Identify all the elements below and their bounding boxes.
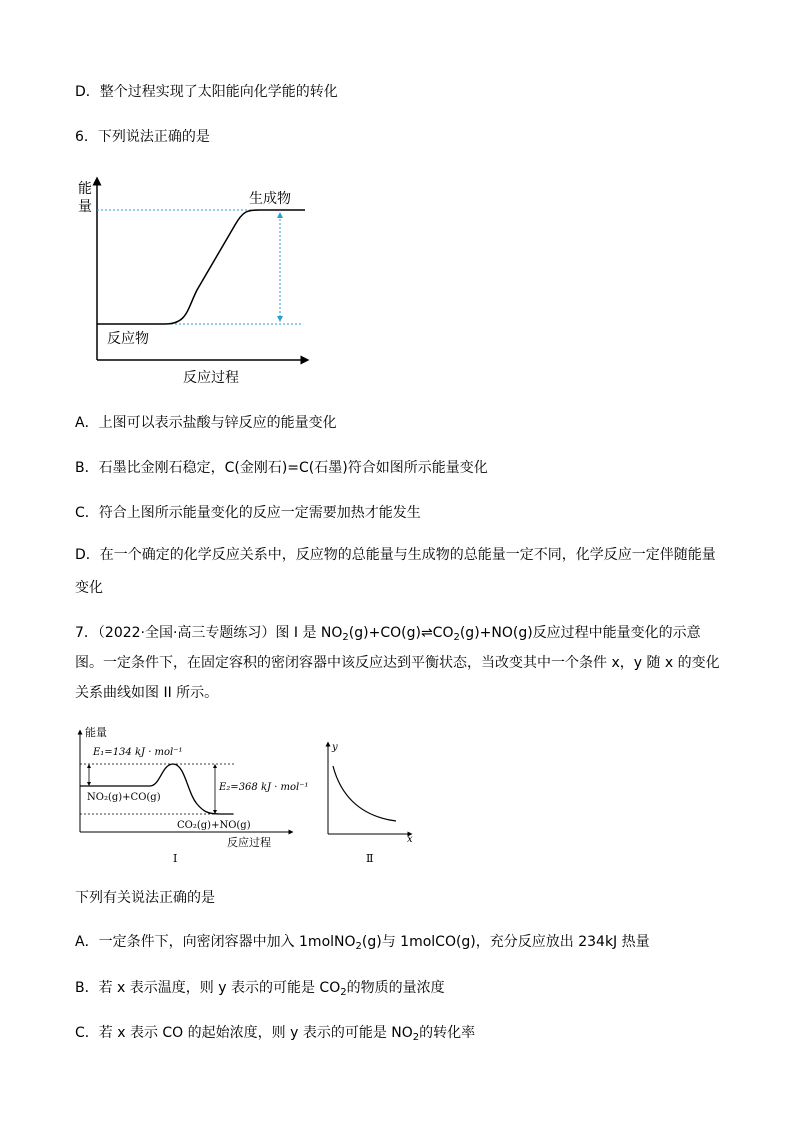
q6-option-b: B．石墨比金刚石稳定，C(金刚石)=C(石墨)符合如图所示能量变化 bbox=[75, 460, 488, 476]
q7-option-b bbox=[75, 978, 445, 998]
q7-stem-sub-2: 2 bbox=[453, 632, 460, 643]
q7-option-b-part2: 的物质的量浓度 bbox=[346, 980, 445, 996]
q7-stem bbox=[75, 618, 725, 708]
q7-fig2-decreasing-curve bbox=[333, 766, 396, 821]
q7-option-a-sub: 2 bbox=[355, 941, 362, 952]
q7-option-b-part1: B．若 x 表示温度，则 y 表示的可能是 CO bbox=[75, 980, 341, 996]
q6-option-d-line2: 变化 bbox=[75, 580, 103, 596]
q5-option-d: D．整个过程实现了太阳能向化学能的转化 bbox=[75, 84, 338, 100]
q7-sub-stem: 下列有关说法正确的是 bbox=[75, 890, 215, 906]
q7-option-a-part2: (g)与 1molCO(g)，充分反应放出 234kJ 热量 bbox=[361, 934, 650, 950]
q6-y-label-2: 量 bbox=[78, 199, 92, 215]
q6-x-label: 反应过程 bbox=[183, 370, 239, 386]
q7-option-c-part2: 的转化率 bbox=[419, 1025, 476, 1041]
q7-stem-mid2: (g)+NO(g)反应过程中能量变化的示意图。一定条件下，在固定容积的密闭容器中该反应达到平衡状态，当改变其中一个条件 x，y 随 x 的变化关系曲线如图 II 所示。 bbox=[75, 625, 720, 701]
q7-option-c-sub: 2 bbox=[412, 1032, 420, 1043]
q6-products-label: 生成物 bbox=[249, 191, 291, 207]
q7-fig1-e1-label: E₁=134 kJ · mol⁻¹ bbox=[93, 747, 183, 758]
q7-option-b-sub: 2 bbox=[340, 987, 347, 998]
q7-stem-prefix: 7．（2022·全国·高三专题练习）图 I 是 NO bbox=[75, 625, 343, 641]
q7-fig2-x-label: x bbox=[407, 834, 413, 845]
q7-figure-2-curve bbox=[318, 738, 418, 864]
q6-stem: 6．下列说法正确的是 bbox=[75, 129, 210, 145]
q7-fig1-x-label: 反应过程 bbox=[227, 836, 271, 849]
q7-fig1-reactants-label: NO₂(g)+CO(g) bbox=[87, 792, 161, 803]
q6-energy-curve bbox=[97, 210, 305, 324]
q7-fig2-y-label: y bbox=[332, 742, 338, 753]
q7-figure-1-energy-diagram bbox=[75, 722, 315, 864]
q6-option-c: C．符合上图所示能量变化的反应一定需要加热才能发生 bbox=[75, 505, 421, 521]
q7-fig1-y-label: 能量 bbox=[85, 726, 107, 739]
q7-fig1-products-label: CO₂(g)+NO(g) bbox=[177, 820, 251, 831]
q7-stem-mid1: (g)+CO(g)⇌CO bbox=[348, 625, 454, 641]
q7-fig1-energy-curve bbox=[80, 764, 233, 814]
q7-option-c-part1: C．若 x 表示 CO 的起始浓度，则 y 表示的可能是 NO bbox=[75, 1025, 413, 1041]
q6-option-a: A．上图可以表示盐酸与锌反应的能量变化 bbox=[75, 415, 337, 431]
q7-option-a-part1: A．一定条件下，向密闭容器中加入 1molNO bbox=[75, 934, 356, 950]
q7-option-a bbox=[75, 932, 650, 952]
q7-fig2-caption: Ⅱ bbox=[366, 852, 374, 864]
q6-y-label-1: 能 bbox=[78, 181, 92, 197]
q6-energy-diagram bbox=[75, 175, 315, 390]
q7-stem-sub-1: 2 bbox=[342, 632, 349, 643]
q6-option-d-line1: D．在一个确定的化学反应关系中，反应物的总能量与生成物的总能量一定不同，化学反应一定伴随能量 bbox=[75, 547, 716, 563]
q7-option-c bbox=[75, 1023, 475, 1043]
q6-reactants-label: 反应物 bbox=[107, 331, 149, 347]
q7-fig1-e2-label: E₂=368 kJ · mol⁻¹ bbox=[219, 782, 309, 793]
q7-fig1-caption: I bbox=[173, 852, 178, 864]
